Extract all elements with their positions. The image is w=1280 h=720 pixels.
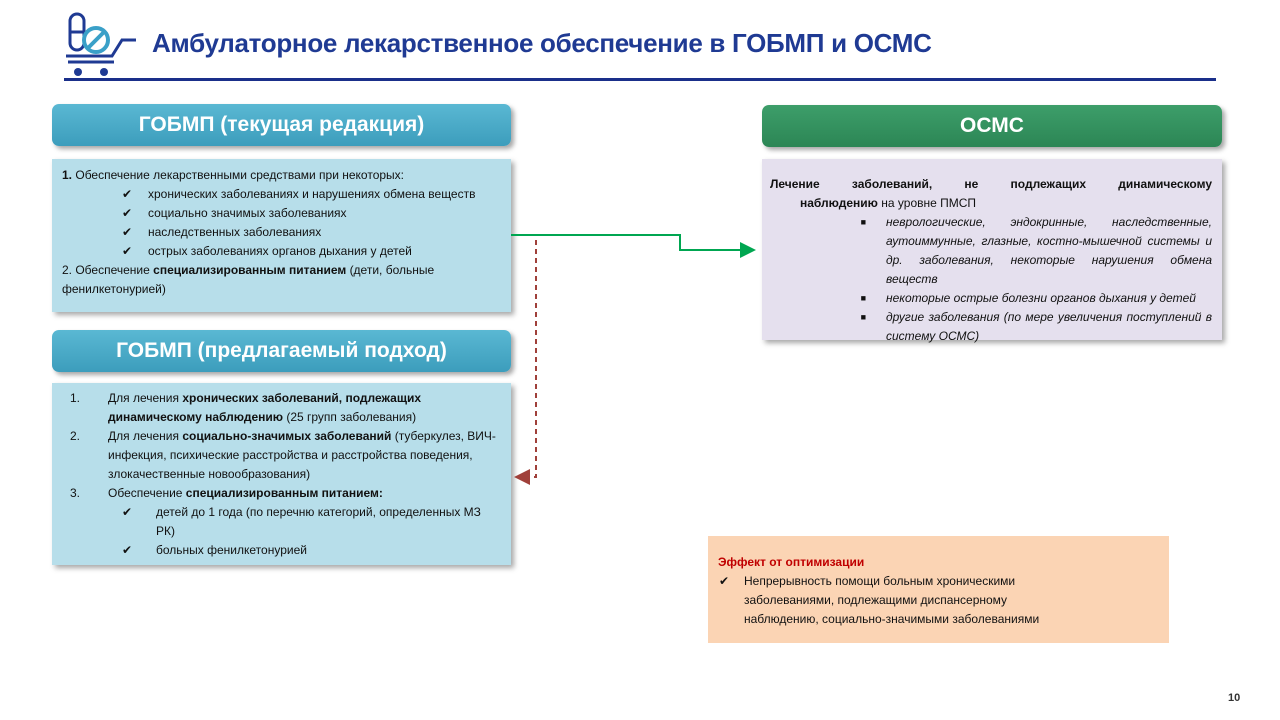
- pill-cart-logo-icon: [64, 10, 138, 78]
- list-item: ✔ Непрерывность помощи больным хроническими заболеваниями, подлежащими диспансерному наблюдению, социально-значимыми заболеваниями: [718, 572, 1159, 629]
- list-item: ✔ хронических заболеваниях и нарушениях обмена веществ: [62, 185, 501, 204]
- list-item: ■ другие заболевания (по мере увеличения поступлений в систему ОСМС): [770, 308, 1212, 346]
- optimization-effect-box: [708, 536, 1169, 643]
- checkmark-icon: ✔: [121, 225, 133, 239]
- osms-lead-line-2: наблюдению на уровне ПМСП: [800, 196, 977, 210]
- osms-lead-line: Лечение заболеваний, не подлежащих динамическому: [770, 177, 1212, 191]
- checkmark-icon: ✔: [121, 543, 133, 557]
- proposed-approach-header: ГОБМП (предлагаемый подход): [52, 330, 511, 372]
- checkmark-icon: ✔: [121, 505, 133, 519]
- list-item: ✔ социально значимых заболеваниях: [62, 204, 501, 223]
- page-title: Амбулаторное лекарственное обеспечение в ГОБМП и ОСМС: [152, 28, 932, 58]
- current-edition-box: [52, 159, 511, 312]
- osms-header: ОСМС: [762, 105, 1222, 147]
- effect-label: Эффект от оптимизации: [718, 555, 865, 569]
- square-bullet-icon: ■: [860, 293, 866, 303]
- list-item: ■ некоторые острые болезни органов дыхания у детей: [770, 289, 1212, 308]
- osms-box: [762, 159, 1222, 343]
- square-bullet-icon: ■: [860, 217, 866, 227]
- list-item: ✔ детей до 1 года (по перечню категорий, определенных МЗ РК): [62, 503, 501, 541]
- proposed-item-2: 2. Для лечения социально-значимых заболеваний (туберкулез, ВИЧ-инфекция, психические расстройства и расстройства поведения, злокачественные новообразования): [70, 429, 496, 481]
- proposed-item-1: 1. Для лечения хронических заболеваний, подлежащих динамическому наблюдению (25 групп заболевания): [70, 391, 421, 424]
- list-item: ✔ острых заболеваниях органов дыхания у детей: [62, 242, 501, 261]
- list-item: ✔ наследственных заболеваниях: [62, 223, 501, 242]
- checkmark-icon: ✔: [121, 187, 133, 201]
- proposed-item-3: 3. Обеспечение специализированным питанием:: [70, 486, 383, 500]
- current-item-2: 2. Обеспечение специализированным питанием (дети, больные фенилкетонурией): [62, 263, 435, 296]
- list-item: ✔ больных фенилкетонурией: [62, 541, 501, 560]
- square-bullet-icon: ■: [860, 312, 866, 322]
- proposed-approach-box: [52, 383, 511, 565]
- list-item: ■ неврологические, эндокринные, наследственные, аутоиммунные, глазные, костно-мышечной системы и др. заболевания, некоторые нарушения обмена веществ: [770, 213, 1212, 289]
- arrow-to-proposed: [518, 240, 536, 477]
- checkmark-icon: ✔: [121, 244, 133, 258]
- title-divider: [64, 78, 1216, 81]
- checkmark-icon: ✔: [718, 574, 730, 588]
- page-number: 10: [1228, 692, 1241, 704]
- checkmark-icon: ✔: [121, 206, 133, 220]
- current-edition-header: ГОБМП (текущая редакция): [52, 104, 511, 146]
- arrow-to-osms: [511, 235, 752, 250]
- current-item-1: 1. Обеспечение лекарственными средствами при некоторых:: [62, 168, 405, 182]
